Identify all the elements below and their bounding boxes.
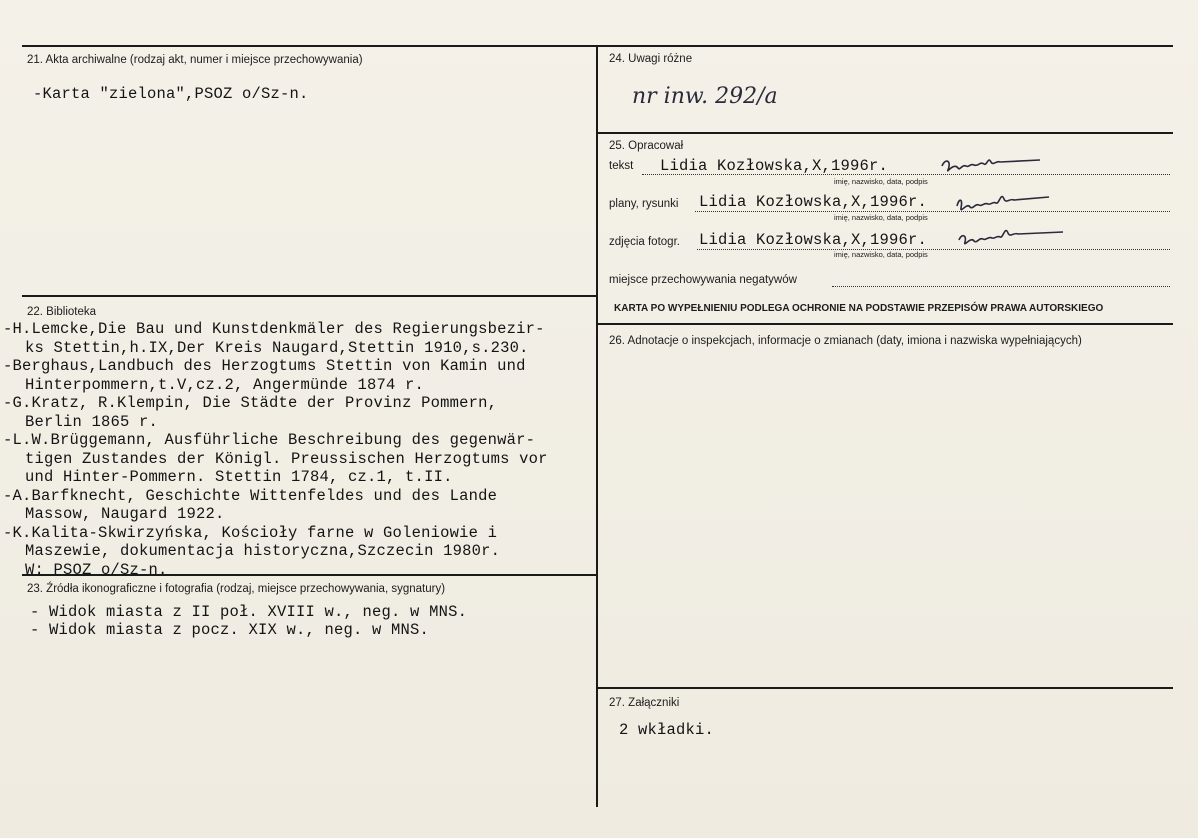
section24-label: 24. Uwagi różne — [609, 53, 693, 65]
divider-25-26 — [597, 323, 1173, 325]
bib-line: Berlin 1865 r. — [25, 412, 159, 431]
signature — [957, 230, 1067, 252]
section21-value: -Karta "zielona",PSOZ o/Sz-n. — [33, 85, 309, 103]
bib-line: Hinterpommern,t.V,cz.2, Angermünde 1874 r. — [25, 375, 425, 394]
section22-label: 22. Biblioteka — [27, 306, 97, 318]
divider-21-22 — [22, 295, 597, 297]
section21-label: 21. Akta archiwalne (rodzaj akt, numer i miejsce przechowywania) — [27, 54, 363, 66]
bib-line: -K.Kalita-Skwirzyńska, Kościoły farne w Goleniowie i — [3, 523, 498, 542]
author-row-caption: imię, nazwisko, data, podpis — [834, 213, 928, 222]
bib-line: und Hinter-Pommern. Stettin 1784, cz.1, t.II. — [25, 468, 453, 486]
divider-24-25 — [597, 132, 1173, 134]
author-row-caption: imię, nazwisko, data, podpis — [834, 250, 928, 259]
copyright-notice: KARTA PO WYPEŁNIENIU PODLEGA OCHRONIE NA PODSTAWIE PRZEPISÓW PRAWA AUTORSKIEGO — [614, 303, 1104, 314]
bib-line: tigen Zustandes der Königl. Preussischen Herzogtums vor — [25, 449, 548, 468]
section25-label: 25. Opracował — [609, 140, 684, 152]
center-divider — [596, 45, 598, 807]
signature — [955, 194, 1055, 216]
section23-label: 23. Źródła ikonograficzne i fotografia (rodzaj, miejsce przechowywania, sygnatury) — [27, 583, 446, 595]
section27-label: 27. Załączniki — [609, 697, 680, 709]
inventory-handwriting: nr inw. 292/a — [632, 84, 778, 109]
bib-line: -Berghaus,Landbuch des Herzogtums Stettin von Kamin und — [3, 357, 526, 375]
signature — [940, 156, 1040, 178]
section26-label: 26. Adnotacje o inspekcjach, informacje o zmianach (daty, imiona i nazwiska wypełniających) — [609, 335, 1082, 347]
bib-line: -G.Kratz, R.Klempin, Die Städte der Provinz Pommern, — [3, 394, 498, 412]
author-row-value: Lidia Kozłowska,X,1996r. — [699, 231, 928, 249]
author-row-caption: imię, nazwisko, data, podpis — [834, 177, 928, 186]
bibliography-list — [3, 320, 548, 579]
author-row-field: tekst — [609, 160, 634, 172]
author-row-field: plany, rysunki — [609, 198, 679, 210]
section23-line: - Widok miasta z II poł. XVIII w., neg. w MNS. — [30, 603, 468, 621]
bib-line: ks Stettin,h.IX,Der Kreis Naugard,Stettin 1910,s.230. — [25, 338, 529, 357]
bib-line: W: PSOZ o/Sz-n. — [25, 560, 168, 579]
bib-line: -L.W.Brüggemann, Ausführliche Beschreibung des gegenwär- — [3, 431, 536, 449]
bib-line: Massow, Naugard 1922. — [25, 505, 225, 523]
bib-line: -H.Lemcke,Die Bau und Kunstdenkmäler des Regierungsbezir- — [3, 320, 545, 338]
author-row-value: Lidia Kozłowska,X,1996r. — [699, 193, 928, 211]
section23-line: - Widok miasta z pocz. XIX w., neg. w MNS. — [30, 621, 430, 639]
author-row-value: Lidia Kozłowska,X,1996r. — [660, 157, 889, 175]
divider-26-27 — [597, 687, 1173, 689]
negatives-label: miejsce przechowywania negatywów — [609, 274, 797, 286]
negatives-dotline — [832, 286, 1170, 287]
bib-line: -A.Barfknecht, Geschichte Wittenfeldes und des Lande — [3, 486, 498, 505]
author-row-field: zdjęcia fotogr. — [609, 236, 680, 248]
bib-line: Maszewie, dokumentacja historyczna,Szczecin 1980r. — [25, 542, 501, 560]
section27-value: 2 wkładki. — [619, 721, 715, 739]
